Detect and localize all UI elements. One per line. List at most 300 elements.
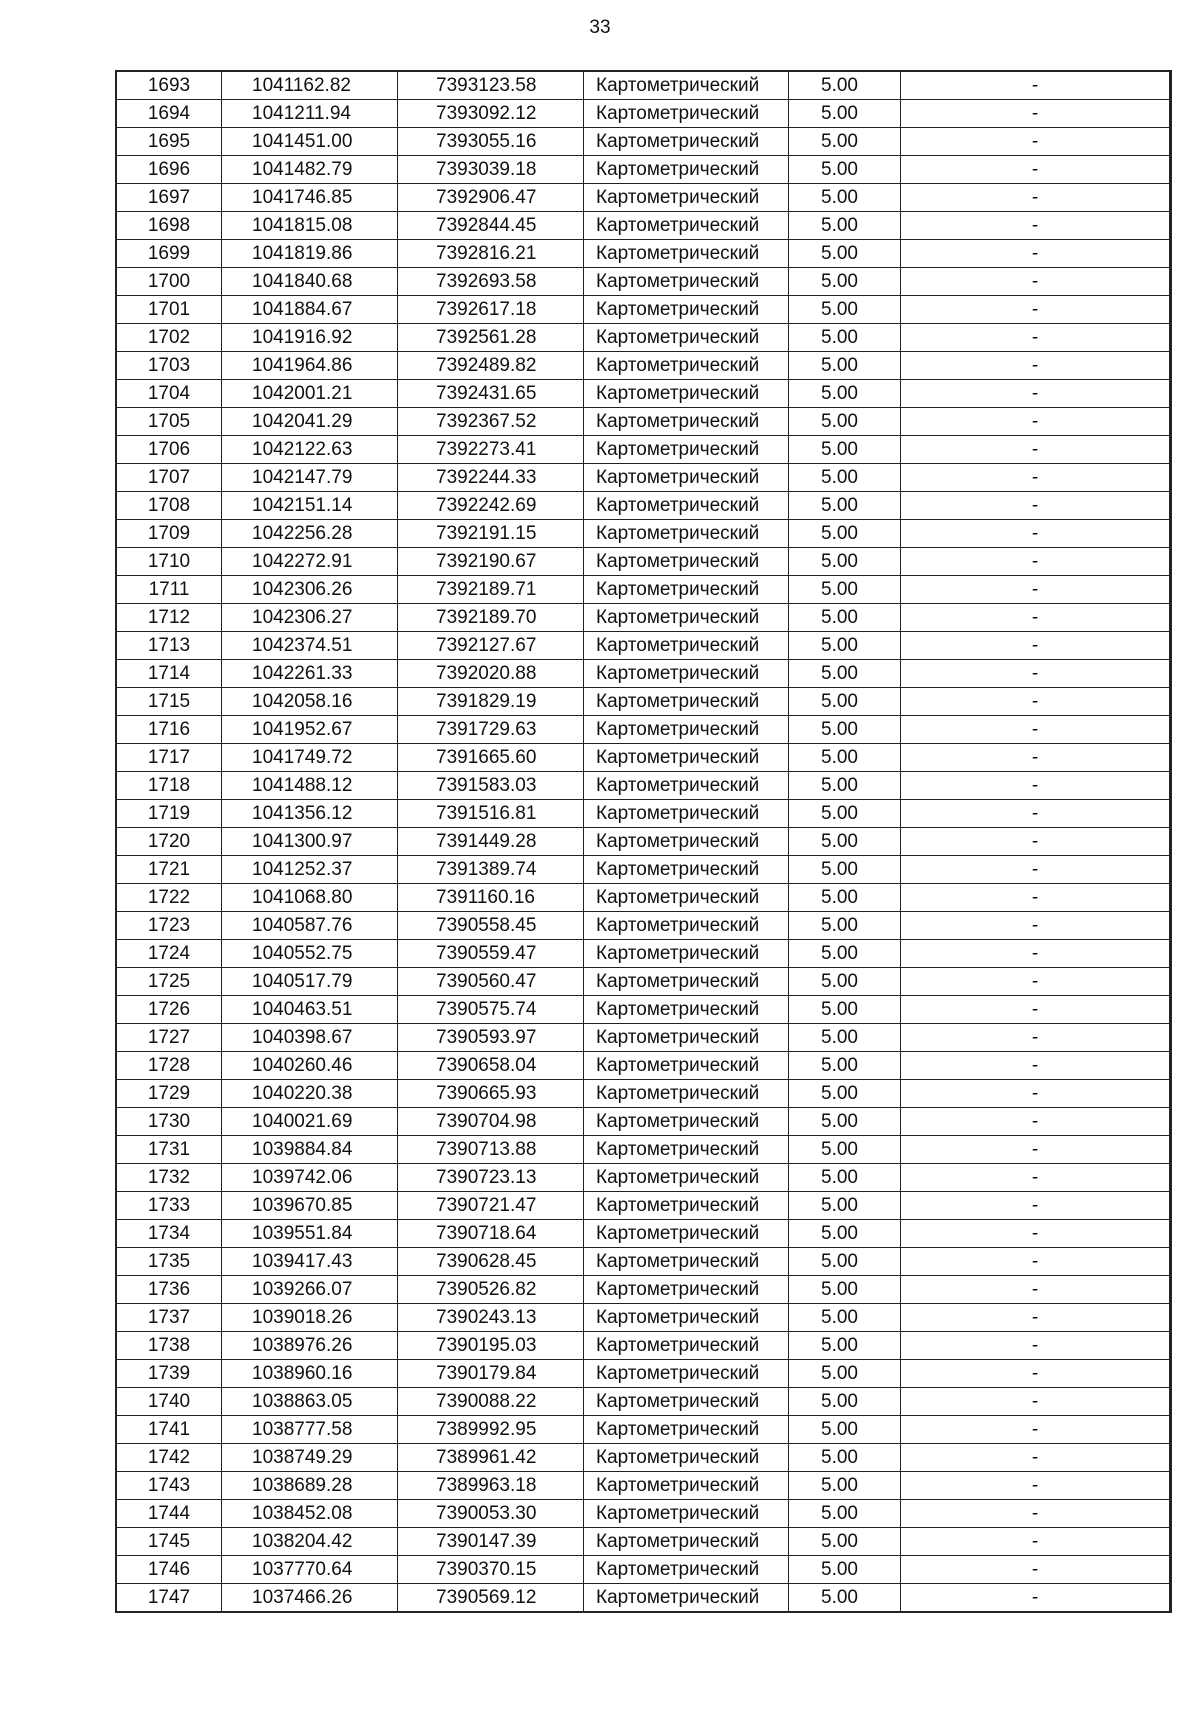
x-coordinate-cell: 1040587.76 <box>222 912 398 940</box>
method-cell: Картометрический <box>584 520 789 548</box>
y-coordinate-cell: 7390147.39 <box>398 1528 584 1556</box>
method-cell: Картометрический <box>584 744 789 772</box>
accuracy-cell: 5.00 <box>789 632 901 660</box>
note-cell: - <box>901 1556 1171 1584</box>
point-number-cell: 1699 <box>116 240 222 268</box>
point-number-cell: 1710 <box>116 548 222 576</box>
note-cell: - <box>901 100 1171 128</box>
method-cell: Картометрический <box>584 968 789 996</box>
table-row <box>116 156 1171 184</box>
accuracy-cell: 5.00 <box>789 1164 901 1192</box>
accuracy-cell: 5.00 <box>789 380 901 408</box>
table-row <box>116 912 1171 940</box>
point-number-cell: 1726 <box>116 996 222 1024</box>
method-cell: Картометрический <box>584 156 789 184</box>
y-coordinate-cell: 7392244.33 <box>398 464 584 492</box>
note-cell: - <box>901 156 1171 184</box>
table-row <box>116 1276 1171 1304</box>
x-coordinate-cell: 1038452.08 <box>222 1500 398 1528</box>
note-cell: - <box>901 884 1171 912</box>
x-coordinate-cell: 1042058.16 <box>222 688 398 716</box>
accuracy-cell: 5.00 <box>789 744 901 772</box>
point-number-cell: 1745 <box>116 1528 222 1556</box>
table-row <box>116 940 1171 968</box>
y-coordinate-cell: 7393055.16 <box>398 128 584 156</box>
y-coordinate-cell: 7392431.65 <box>398 380 584 408</box>
note-cell: - <box>901 1416 1171 1444</box>
table-row <box>116 1108 1171 1136</box>
y-coordinate-cell: 7390569.12 <box>398 1584 584 1613</box>
note-cell: - <box>901 1360 1171 1388</box>
point-number-cell: 1708 <box>116 492 222 520</box>
x-coordinate-cell: 1039018.26 <box>222 1304 398 1332</box>
note-cell: - <box>901 632 1171 660</box>
accuracy-cell: 5.00 <box>789 184 901 212</box>
y-coordinate-cell: 7390195.03 <box>398 1332 584 1360</box>
note-cell: - <box>901 492 1171 520</box>
table-row <box>116 408 1171 436</box>
table-row <box>116 1556 1171 1584</box>
x-coordinate-cell: 1041488.12 <box>222 772 398 800</box>
table-row <box>116 744 1171 772</box>
table-row <box>116 296 1171 324</box>
x-coordinate-cell: 1042306.27 <box>222 604 398 632</box>
point-number-cell: 1706 <box>116 436 222 464</box>
accuracy-cell: 5.00 <box>789 436 901 464</box>
accuracy-cell: 5.00 <box>789 772 901 800</box>
point-number-cell: 1721 <box>116 856 222 884</box>
x-coordinate-cell: 1039670.85 <box>222 1192 398 1220</box>
point-number-cell: 1695 <box>116 128 222 156</box>
table-row <box>116 1080 1171 1108</box>
note-cell: - <box>901 688 1171 716</box>
note-cell: - <box>901 1276 1171 1304</box>
accuracy-cell: 5.00 <box>789 352 901 380</box>
y-coordinate-cell: 7391516.81 <box>398 800 584 828</box>
x-coordinate-cell: 1038863.05 <box>222 1388 398 1416</box>
point-number-cell: 1729 <box>116 1080 222 1108</box>
point-number-cell: 1738 <box>116 1332 222 1360</box>
y-coordinate-cell: 7390558.45 <box>398 912 584 940</box>
method-cell: Картометрический <box>584 1332 789 1360</box>
note-cell: - <box>901 436 1171 464</box>
note-cell: - <box>901 660 1171 688</box>
x-coordinate-cell: 1039417.43 <box>222 1248 398 1276</box>
method-cell: Картометрический <box>584 100 789 128</box>
accuracy-cell: 5.00 <box>789 1556 901 1584</box>
x-coordinate-cell: 1038976.26 <box>222 1332 398 1360</box>
accuracy-cell: 5.00 <box>789 1388 901 1416</box>
accuracy-cell: 5.00 <box>789 1052 901 1080</box>
table-row <box>116 548 1171 576</box>
note-cell: - <box>901 744 1171 772</box>
method-cell: Картометрический <box>584 688 789 716</box>
point-number-cell: 1725 <box>116 968 222 996</box>
y-coordinate-cell: 7390721.47 <box>398 1192 584 1220</box>
point-number-cell: 1709 <box>116 520 222 548</box>
y-coordinate-cell: 7392020.88 <box>398 660 584 688</box>
x-coordinate-cell: 1041211.94 <box>222 100 398 128</box>
y-coordinate-cell: 7390560.47 <box>398 968 584 996</box>
method-cell: Картометрический <box>584 576 789 604</box>
y-coordinate-cell: 7391829.19 <box>398 688 584 716</box>
table-row <box>116 1500 1171 1528</box>
point-number-cell: 1717 <box>116 744 222 772</box>
method-cell: Картометрический <box>584 240 789 268</box>
method-cell: Картометрический <box>584 1584 789 1613</box>
point-number-cell: 1735 <box>116 1248 222 1276</box>
x-coordinate-cell: 1041482.79 <box>222 156 398 184</box>
y-coordinate-cell: 7392189.71 <box>398 576 584 604</box>
accuracy-cell: 5.00 <box>789 268 901 296</box>
accuracy-cell: 5.00 <box>789 1360 901 1388</box>
coordinates-table <box>115 70 1172 1613</box>
accuracy-cell: 5.00 <box>789 492 901 520</box>
note-cell: - <box>901 856 1171 884</box>
note-cell: - <box>901 912 1171 940</box>
x-coordinate-cell: 1042261.33 <box>222 660 398 688</box>
accuracy-cell: 5.00 <box>789 1444 901 1472</box>
accuracy-cell: 5.00 <box>789 660 901 688</box>
point-number-cell: 1720 <box>116 828 222 856</box>
x-coordinate-cell: 1041884.67 <box>222 296 398 324</box>
accuracy-cell: 5.00 <box>789 128 901 156</box>
note-cell: - <box>901 716 1171 744</box>
y-coordinate-cell: 7391449.28 <box>398 828 584 856</box>
point-number-cell: 1732 <box>116 1164 222 1192</box>
x-coordinate-cell: 1041068.80 <box>222 884 398 912</box>
note-cell: - <box>901 604 1171 632</box>
table-row <box>116 100 1171 128</box>
page-number: 33 <box>589 17 611 38</box>
point-number-cell: 1703 <box>116 352 222 380</box>
table-row <box>116 352 1171 380</box>
point-number-cell: 1705 <box>116 408 222 436</box>
x-coordinate-cell: 1042001.21 <box>222 380 398 408</box>
method-cell: Картометрический <box>584 128 789 156</box>
accuracy-cell: 5.00 <box>789 1528 901 1556</box>
y-coordinate-cell: 7392242.69 <box>398 492 584 520</box>
method-cell: Картометрический <box>584 324 789 352</box>
x-coordinate-cell: 1041300.97 <box>222 828 398 856</box>
table-row <box>116 1584 1171 1613</box>
accuracy-cell: 5.00 <box>789 1136 901 1164</box>
method-cell: Картометрический <box>584 604 789 632</box>
method-cell: Картометрический <box>584 716 789 744</box>
y-coordinate-cell: 7392844.45 <box>398 212 584 240</box>
x-coordinate-cell: 1042256.28 <box>222 520 398 548</box>
x-coordinate-cell: 1037466.26 <box>222 1584 398 1613</box>
method-cell: Картометрический <box>584 492 789 520</box>
note-cell: - <box>901 1052 1171 1080</box>
y-coordinate-cell: 7392489.82 <box>398 352 584 380</box>
accuracy-cell: 5.00 <box>789 1248 901 1276</box>
point-number-cell: 1700 <box>116 268 222 296</box>
y-coordinate-cell: 7392191.15 <box>398 520 584 548</box>
method-cell: Картометрический <box>584 1164 789 1192</box>
note-cell: - <box>901 71 1171 100</box>
x-coordinate-cell: 1040517.79 <box>222 968 398 996</box>
point-number-cell: 1722 <box>116 884 222 912</box>
y-coordinate-cell: 7390628.45 <box>398 1248 584 1276</box>
x-coordinate-cell: 1041451.00 <box>222 128 398 156</box>
point-number-cell: 1701 <box>116 296 222 324</box>
accuracy-cell: 5.00 <box>789 156 901 184</box>
method-cell: Картометрический <box>584 268 789 296</box>
x-coordinate-cell: 1041746.85 <box>222 184 398 212</box>
method-cell: Картометрический <box>584 212 789 240</box>
method-cell: Картометрический <box>584 1276 789 1304</box>
y-coordinate-cell: 7392561.28 <box>398 324 584 352</box>
x-coordinate-cell: 1041252.37 <box>222 856 398 884</box>
point-number-cell: 1718 <box>116 772 222 800</box>
method-cell: Картометрический <box>584 1556 789 1584</box>
note-cell: - <box>901 296 1171 324</box>
method-cell: Картометрический <box>584 352 789 380</box>
table-row <box>116 1388 1171 1416</box>
y-coordinate-cell: 7390088.22 <box>398 1388 584 1416</box>
y-coordinate-cell: 7390713.88 <box>398 1136 584 1164</box>
x-coordinate-cell: 1042041.29 <box>222 408 398 436</box>
table-row <box>116 436 1171 464</box>
x-coordinate-cell: 1040463.51 <box>222 996 398 1024</box>
x-coordinate-cell: 1041916.92 <box>222 324 398 352</box>
table-row <box>116 1472 1171 1500</box>
x-coordinate-cell: 1040552.75 <box>222 940 398 968</box>
table-row <box>116 184 1171 212</box>
table-row <box>116 856 1171 884</box>
y-coordinate-cell: 7389992.95 <box>398 1416 584 1444</box>
accuracy-cell: 5.00 <box>789 464 901 492</box>
point-number-cell: 1693 <box>116 71 222 100</box>
note-cell: - <box>901 212 1171 240</box>
accuracy-cell: 5.00 <box>789 324 901 352</box>
note-cell: - <box>901 1388 1171 1416</box>
note-cell: - <box>901 352 1171 380</box>
note-cell: - <box>901 996 1171 1024</box>
point-number-cell: 1694 <box>116 100 222 128</box>
x-coordinate-cell: 1040398.67 <box>222 1024 398 1052</box>
y-coordinate-cell: 7393123.58 <box>398 71 584 100</box>
y-coordinate-cell: 7390179.84 <box>398 1360 584 1388</box>
x-coordinate-cell: 1039884.84 <box>222 1136 398 1164</box>
point-number-cell: 1707 <box>116 464 222 492</box>
accuracy-cell: 5.00 <box>789 1080 901 1108</box>
x-coordinate-cell: 1040021.69 <box>222 1108 398 1136</box>
method-cell: Картометрический <box>584 548 789 576</box>
table-row <box>116 996 1171 1024</box>
table-row <box>116 1444 1171 1472</box>
method-cell: Картометрический <box>584 184 789 212</box>
note-cell: - <box>901 1136 1171 1164</box>
method-cell: Картометрический <box>584 1500 789 1528</box>
table-row <box>116 800 1171 828</box>
y-coordinate-cell: 7390593.97 <box>398 1024 584 1052</box>
note-cell: - <box>901 408 1171 436</box>
accuracy-cell: 5.00 <box>789 912 901 940</box>
method-cell: Картометрический <box>584 1388 789 1416</box>
y-coordinate-cell: 7390370.15 <box>398 1556 584 1584</box>
y-coordinate-cell: 7392127.67 <box>398 632 584 660</box>
method-cell: Картометрический <box>584 1024 789 1052</box>
x-coordinate-cell: 1038204.42 <box>222 1528 398 1556</box>
method-cell: Картометрический <box>584 940 789 968</box>
table-row <box>116 520 1171 548</box>
table-row <box>116 716 1171 744</box>
x-coordinate-cell: 1039742.06 <box>222 1164 398 1192</box>
method-cell: Картометрический <box>584 1108 789 1136</box>
table-row <box>116 1332 1171 1360</box>
method-cell: Картометрический <box>584 1360 789 1388</box>
x-coordinate-cell: 1038689.28 <box>222 1472 398 1500</box>
accuracy-cell: 5.00 <box>789 856 901 884</box>
x-coordinate-cell: 1041819.86 <box>222 240 398 268</box>
x-coordinate-cell: 1038960.16 <box>222 1360 398 1388</box>
table-row <box>116 968 1171 996</box>
y-coordinate-cell: 7390053.30 <box>398 1500 584 1528</box>
x-coordinate-cell: 1038777.58 <box>222 1416 398 1444</box>
y-coordinate-cell: 7392906.47 <box>398 184 584 212</box>
x-coordinate-cell: 1039266.07 <box>222 1276 398 1304</box>
y-coordinate-cell: 7391583.03 <box>398 772 584 800</box>
x-coordinate-cell: 1039551.84 <box>222 1220 398 1248</box>
point-number-cell: 1741 <box>116 1416 222 1444</box>
note-cell: - <box>901 1472 1171 1500</box>
y-coordinate-cell: 7390526.82 <box>398 1276 584 1304</box>
accuracy-cell: 5.00 <box>789 408 901 436</box>
note-cell: - <box>901 940 1171 968</box>
y-coordinate-cell: 7392617.18 <box>398 296 584 324</box>
table-row <box>116 324 1171 352</box>
method-cell: Картометрический <box>584 800 789 828</box>
accuracy-cell: 5.00 <box>789 1220 901 1248</box>
point-number-cell: 1740 <box>116 1388 222 1416</box>
note-cell: - <box>901 772 1171 800</box>
table-row <box>116 1192 1171 1220</box>
method-cell: Картометрический <box>584 408 789 436</box>
accuracy-cell: 5.00 <box>789 576 901 604</box>
note-cell: - <box>901 1220 1171 1248</box>
table-row <box>116 240 1171 268</box>
accuracy-cell: 5.00 <box>789 800 901 828</box>
point-number-cell: 1730 <box>116 1108 222 1136</box>
x-coordinate-cell: 1041952.67 <box>222 716 398 744</box>
table-row <box>116 884 1171 912</box>
x-coordinate-cell: 1042147.79 <box>222 464 398 492</box>
method-cell: Картометрический <box>584 632 789 660</box>
method-cell: Картометрический <box>584 1080 789 1108</box>
note-cell: - <box>901 1192 1171 1220</box>
table-row <box>116 688 1171 716</box>
point-number-cell: 1734 <box>116 1220 222 1248</box>
method-cell: Картометрический <box>584 1444 789 1472</box>
accuracy-cell: 5.00 <box>789 1584 901 1613</box>
table-row <box>116 1360 1171 1388</box>
table-row <box>116 660 1171 688</box>
method-cell: Картометрический <box>584 1136 789 1164</box>
note-cell: - <box>901 1584 1171 1613</box>
accuracy-cell: 5.00 <box>789 968 901 996</box>
x-coordinate-cell: 1041840.68 <box>222 268 398 296</box>
accuracy-cell: 5.00 <box>789 296 901 324</box>
method-cell: Картометрический <box>584 660 789 688</box>
point-number-cell: 1698 <box>116 212 222 240</box>
y-coordinate-cell: 7392190.67 <box>398 548 584 576</box>
accuracy-cell: 5.00 <box>789 240 901 268</box>
point-number-cell: 1736 <box>116 1276 222 1304</box>
accuracy-cell: 5.00 <box>789 1024 901 1052</box>
point-number-cell: 1731 <box>116 1136 222 1164</box>
table-row <box>116 576 1171 604</box>
y-coordinate-cell: 7389961.42 <box>398 1444 584 1472</box>
note-cell: - <box>901 548 1171 576</box>
note-cell: - <box>901 184 1171 212</box>
method-cell: Картометрический <box>584 996 789 1024</box>
table-row <box>116 380 1171 408</box>
y-coordinate-cell: 7391160.16 <box>398 884 584 912</box>
y-coordinate-cell: 7390575.74 <box>398 996 584 1024</box>
point-number-cell: 1723 <box>116 912 222 940</box>
table-body <box>116 71 1171 1612</box>
point-number-cell: 1719 <box>116 800 222 828</box>
method-cell: Картометрический <box>584 828 789 856</box>
x-coordinate-cell: 1037770.64 <box>222 1556 398 1584</box>
x-coordinate-cell: 1041356.12 <box>222 800 398 828</box>
table-row <box>116 1024 1171 1052</box>
table-row <box>116 1052 1171 1080</box>
x-coordinate-cell: 1041749.72 <box>222 744 398 772</box>
method-cell: Картометрический <box>584 1220 789 1248</box>
method-cell: Картометрический <box>584 912 789 940</box>
accuracy-cell: 5.00 <box>789 212 901 240</box>
y-coordinate-cell: 7390665.93 <box>398 1080 584 1108</box>
table-row <box>116 1528 1171 1556</box>
point-number-cell: 1714 <box>116 660 222 688</box>
method-cell: Картометрический <box>584 772 789 800</box>
y-coordinate-cell: 7392816.21 <box>398 240 584 268</box>
x-coordinate-cell: 1040260.46 <box>222 1052 398 1080</box>
point-number-cell: 1716 <box>116 716 222 744</box>
table-row <box>116 71 1171 100</box>
note-cell: - <box>901 1500 1171 1528</box>
x-coordinate-cell: 1041162.82 <box>222 71 398 100</box>
y-coordinate-cell: 7392367.52 <box>398 408 584 436</box>
y-coordinate-cell: 7391729.63 <box>398 716 584 744</box>
y-coordinate-cell: 7390704.98 <box>398 1108 584 1136</box>
point-number-cell: 1704 <box>116 380 222 408</box>
note-cell: - <box>901 1332 1171 1360</box>
table-row <box>116 1416 1171 1444</box>
method-cell: Картометрический <box>584 1192 789 1220</box>
y-coordinate-cell: 7393092.12 <box>398 100 584 128</box>
y-coordinate-cell: 7389963.18 <box>398 1472 584 1500</box>
accuracy-cell: 5.00 <box>789 940 901 968</box>
point-number-cell: 1712 <box>116 604 222 632</box>
method-cell: Картометрический <box>584 380 789 408</box>
accuracy-cell: 5.00 <box>789 1276 901 1304</box>
x-coordinate-cell: 1038749.29 <box>222 1444 398 1472</box>
accuracy-cell: 5.00 <box>789 996 901 1024</box>
point-number-cell: 1746 <box>116 1556 222 1584</box>
table-row <box>116 1220 1171 1248</box>
point-number-cell: 1727 <box>116 1024 222 1052</box>
note-cell: - <box>901 1080 1171 1108</box>
note-cell: - <box>901 1024 1171 1052</box>
accuracy-cell: 5.00 <box>789 1192 901 1220</box>
point-number-cell: 1713 <box>116 632 222 660</box>
table-row <box>116 1136 1171 1164</box>
point-number-cell: 1743 <box>116 1472 222 1500</box>
